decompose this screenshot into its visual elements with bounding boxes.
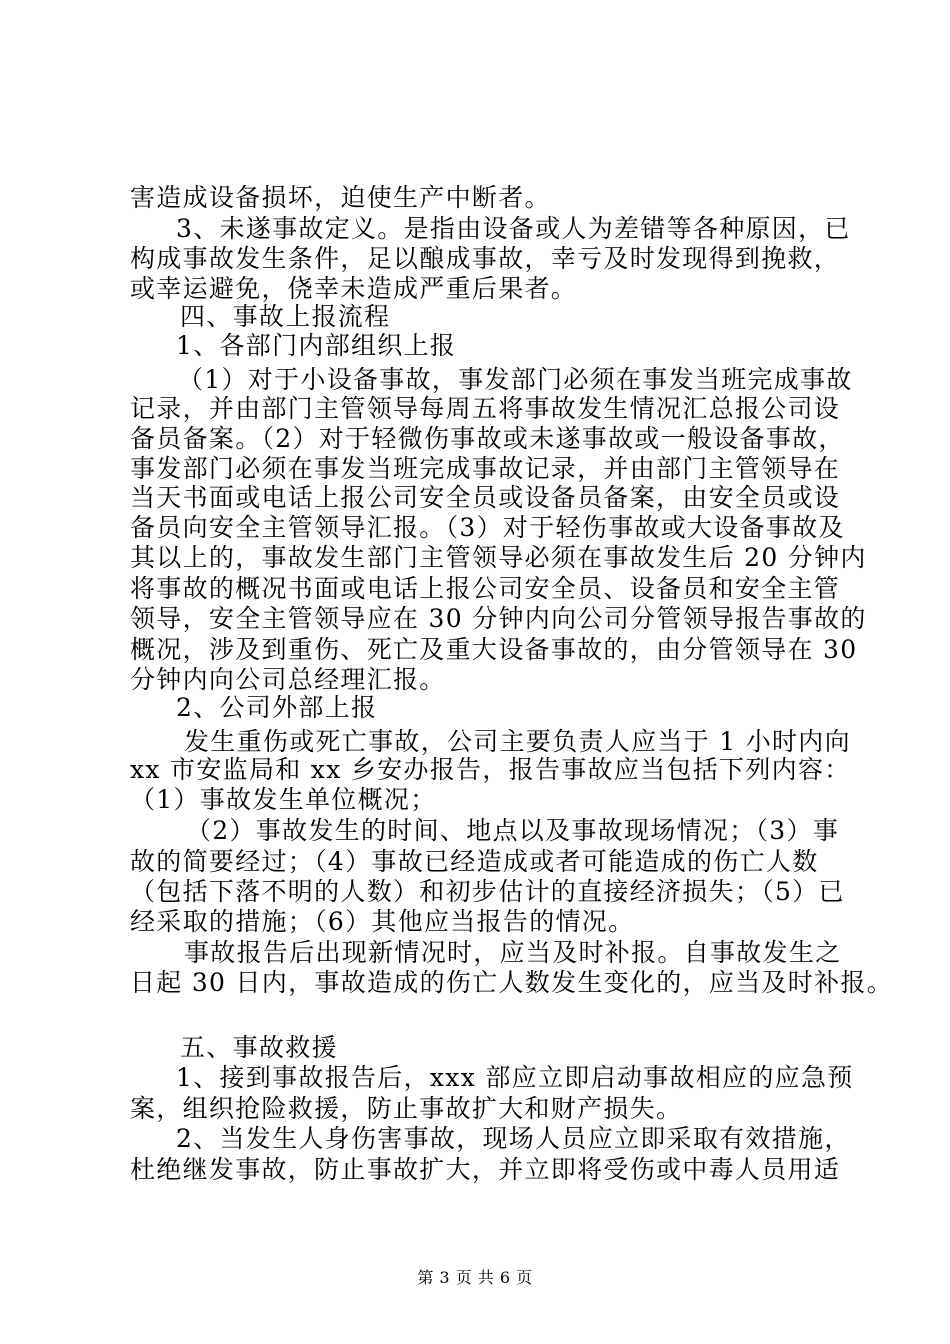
text-line: 记录，并由部门主管领导每周五将事故发生情况汇总报公司设 bbox=[130, 394, 841, 423]
text-line: 当天书面或电话上报公司安全员或设备员备案，由安全员或设 bbox=[130, 483, 841, 512]
text-line: （2）事故发生的时间、地点以及事故现场情况；（3）事 bbox=[186, 816, 840, 845]
text-line: 1、接到事故报告后，xxx 部应立即启动事故相应的应急预 bbox=[176, 1063, 854, 1092]
text-line: xx 市安监局和 xx 乡安办报告，报告事故应当包括下列内容： bbox=[130, 755, 851, 784]
text-line: 领导，安全主管领导应在 30 分钟内向公司分管领导报告事故的 bbox=[130, 604, 867, 633]
text-line: 2、当发生人身伤害事故，现场人员应立即采取有效措施， bbox=[176, 1124, 851, 1153]
text-line: 发生重伤或死亡事故，公司主要负责人应当于 1 小时内向 bbox=[184, 727, 851, 756]
text-line: （1）对于小设备事故，事发部门必须在事发当班完成事故 bbox=[178, 365, 853, 394]
text-line: 概况，涉及到重伤、死亡及重大设备事故的，由分管领导在 30 bbox=[130, 635, 858, 664]
text-line: 事故报告后出现新情况时，应当及时补报。自事故发生之 bbox=[184, 938, 842, 967]
text-line: 经采取的措施；（6）其他应当报告的情况。 bbox=[130, 907, 635, 936]
text-line: 备员备案。（2）对于轻微伤事故或未遂事故或一般设备事故， bbox=[130, 424, 845, 453]
text-line: 分钟内向公司总经理汇报。 bbox=[130, 665, 446, 694]
text-line: 故的简要经过；（4）事故已经造成或者可能造成的伤亡人数 bbox=[130, 847, 819, 876]
text-line: （包括下落不明的人数）和初步估计的直接经济损失；（5）已 bbox=[130, 877, 845, 906]
text-line: 或幸运避免，侥幸未造成严重后果者。 bbox=[130, 274, 578, 303]
text-line: 害造成设备损坏，迫使生产中断者。 bbox=[130, 183, 551, 212]
section-heading: 四、事故上报流程 bbox=[180, 302, 391, 331]
page-number-footer: 第 3 页 共 6 页 bbox=[417, 1268, 533, 1287]
text-line: 事发部门必须在事发当班完成事故记录，并由部门主管领导在 bbox=[130, 454, 841, 483]
text-line: （1）事故发生单位概况； bbox=[130, 785, 437, 814]
text-line: 将事故的概况书面或电话上报公司安全员、设备员和安全主管 bbox=[130, 574, 841, 603]
text-line: 备员向安全主管领导汇报。（3）对于轻伤事故或大设备事故及 bbox=[130, 513, 845, 542]
text-line: 3、未遂事故定义。是指由设备或人为差错等各种原因，已 bbox=[176, 214, 851, 243]
text-line: 案，组织抢险救援，防止事故扩大和财产损失。 bbox=[130, 1094, 683, 1123]
text-line: 其以上的，事故发生部门主管领导必须在事故发生后 20 分钟内 bbox=[130, 543, 867, 572]
section-heading: 五、事故救援 bbox=[180, 1033, 338, 1062]
subsection-heading: 2、公司外部上报 bbox=[176, 693, 378, 722]
text-line: 日起 30 日内，事故造成的伤亡人数发生变化的，应当及时补报。 bbox=[130, 968, 894, 997]
subsection-heading: 1、各部门内部组织上报 bbox=[176, 331, 457, 360]
text-line: 杜绝继发事故，防止事故扩大，并立即将受伤或中毒人员用适 bbox=[130, 1155, 841, 1184]
text-line: 构成事故发生条件，足以酿成事故，幸亏及时发现得到挽救， bbox=[130, 244, 841, 273]
